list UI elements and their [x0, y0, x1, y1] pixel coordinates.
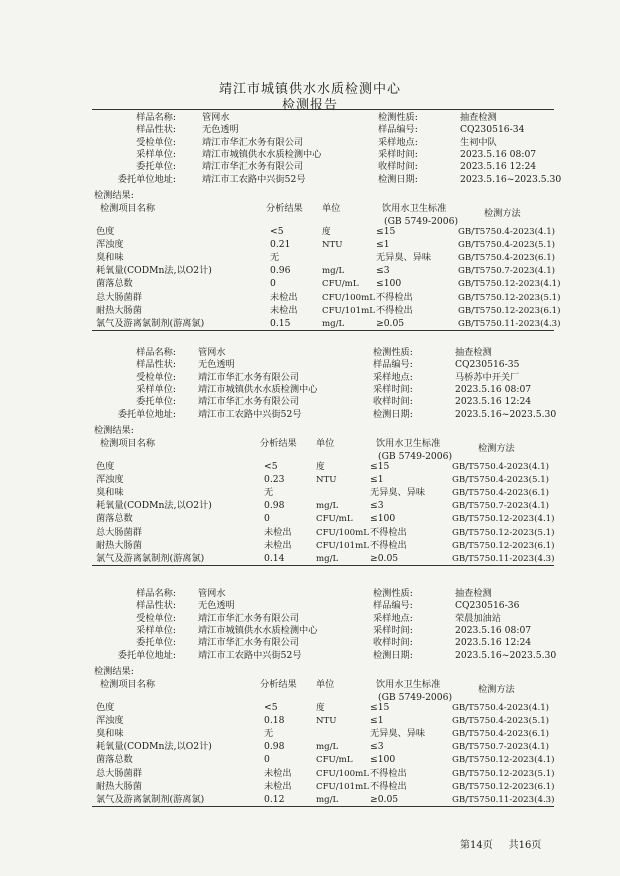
doc-title: 检测报告 — [281, 98, 338, 113]
label-sampling-location: 采样地点: — [373, 612, 413, 624]
item-name: 浑浊度 — [96, 473, 124, 485]
label-sample-status: 样品性状: — [136, 359, 176, 371]
label-client-unit: 委托单位: — [136, 396, 176, 408]
item-name: 浑浊度 — [96, 238, 124, 250]
client-address-value: 靖江市工农路中兴街52号 — [198, 408, 302, 420]
item-standard: ≤100 — [370, 512, 396, 524]
receive-time-value: 2023.5.16 12:24 — [455, 396, 532, 408]
item-result: 0.14 — [264, 552, 285, 564]
item-result: 0 — [264, 512, 270, 524]
item-unit: mg/L — [316, 553, 339, 564]
item-name: 总大肠菌群 — [96, 526, 142, 538]
item-standard: ≥0.05 — [376, 317, 405, 329]
item-standard: ≤1 — [370, 473, 384, 485]
col-result-header: 分析结果 — [266, 202, 303, 214]
item-method: GB/T5750.4-2023(6.1) — [452, 728, 550, 739]
label-sampling-unit: 采样单位: — [136, 624, 176, 636]
col-item-header: 检测项目名称 — [100, 678, 156, 690]
item-unit: NTU — [322, 239, 343, 250]
label-sampling-unit: 采样单位: — [136, 383, 176, 395]
item-result: 未检出 — [264, 539, 292, 551]
sampling-location-value: 生祠中队 — [460, 136, 497, 148]
col-method-header: 检测方法 — [484, 207, 521, 219]
item-standard: 不得检出 — [376, 304, 413, 316]
col-unit-header: 单位 — [322, 202, 341, 214]
top-rule — [92, 109, 554, 110]
sample-name-value: 管网水 — [198, 588, 226, 599]
sampling-unit-value: 靖江市城镇供水水质检测中心 — [202, 148, 322, 160]
label-test-date: 检测日期: — [373, 408, 413, 420]
sampling-unit-value: 靖江市城镇供水水质检测中心 — [198, 624, 318, 636]
col-method-header: 检测方法 — [478, 683, 515, 695]
item-method: GB/T5750.11-2023(4.3) — [452, 794, 555, 805]
item-standard: 无异臭、异味 — [376, 251, 432, 263]
label-sampling-location: 采样地点: — [378, 136, 418, 148]
item-name: 总大肠菌群 — [96, 291, 142, 303]
item-method: GB/T5750.4-2023(4.1) — [452, 461, 550, 472]
item-name: 氯气及游离氯制剂(游离氯) — [96, 552, 205, 564]
test-nature-value: 抽查检测 — [455, 588, 492, 599]
item-unit: NTU — [316, 474, 337, 485]
item-unit: CFU/101mL — [316, 540, 369, 551]
results-heading: 检测结果: — [94, 189, 134, 201]
label-sampling-time: 采样时间: — [378, 148, 418, 160]
item-method: GB/T5750.4-2023(6.1) — [458, 252, 556, 263]
label-inspected-unit: 受检单位: — [136, 136, 176, 148]
sampling-location-value: 马桥苏中开关厂 — [455, 371, 520, 383]
item-name: 耗氧量(CODMn法,以O2计) — [96, 740, 212, 752]
item-unit: mg/L — [316, 741, 339, 752]
item-name: 菌落总数 — [96, 512, 133, 524]
label-client-unit: 委托单位: — [136, 161, 176, 173]
receive-time-value: 2023.5.16 12:24 — [455, 637, 532, 649]
label-sampling-location: 采样地点: — [373, 371, 413, 383]
item-standard: ≤1 — [376, 238, 390, 250]
label-test-date: 检测日期: — [373, 649, 413, 661]
label-test-nature: 检测性质: — [373, 347, 413, 358]
item-name: 色度 — [96, 460, 115, 472]
col-standard-header: 饮用水卫生标准 — [376, 678, 441, 690]
label-test-nature: 检测性质: — [378, 112, 418, 123]
page-footer — [460, 836, 541, 851]
test-nature-value: 抽查检测 — [460, 112, 497, 123]
col-method-header: 检测方法 — [478, 442, 515, 454]
label-inspected-unit: 受检单位: — [136, 371, 176, 383]
item-result: 0.18 — [264, 714, 285, 726]
label-sample-no: 样品编号: — [378, 124, 418, 136]
label-sampling-time: 采样时间: — [373, 624, 413, 636]
item-result: 0.98 — [264, 499, 285, 511]
item-standard: 无异臭、异味 — [370, 486, 426, 498]
item-result: 0.12 — [264, 793, 285, 805]
item-unit: 度 — [322, 226, 331, 237]
item-method: GB/T5750.11-2023(4.3) — [458, 318, 561, 329]
item-standard: ≤1 — [370, 714, 384, 726]
item-standard: 不得检出 — [370, 526, 407, 538]
client-unit-value: 靖江市华汇水务有限公司 — [198, 637, 300, 649]
client-unit-value: 靖江市华汇水务有限公司 — [202, 161, 304, 173]
item-standard: ≤15 — [376, 225, 396, 237]
label-sample-name: 样品名称: — [136, 112, 176, 123]
item-result: 0.15 — [270, 317, 291, 329]
sample-status-value: 无色透明 — [198, 600, 235, 612]
results-heading: 检测结果: — [94, 665, 134, 677]
col-result-header: 分析结果 — [260, 678, 297, 690]
item-result: 未检出 — [270, 304, 298, 316]
test-date-value: 2023.5.16~2023.5.30 — [460, 173, 562, 185]
col-item-header: 检测项目名称 — [100, 202, 156, 214]
inspected-unit-value: 靖江市华汇水务有限公司 — [202, 136, 304, 148]
item-standard: 不得检出 — [376, 291, 413, 303]
label-sample-no: 样品编号: — [373, 359, 413, 371]
item-unit: 度 — [316, 702, 325, 713]
sample-name-value: 管网水 — [202, 112, 230, 123]
col-standard-header: 饮用水卫生标准 — [382, 202, 447, 214]
item-name: 色度 — [96, 701, 115, 713]
item-unit: CFU/100mL — [322, 292, 375, 303]
item-method: GB/T5750.12-2023(5.1) — [452, 768, 555, 779]
item-result: 0 — [270, 277, 276, 289]
label-sample-name: 样品名称: — [136, 588, 176, 599]
test-nature-value: 抽查检测 — [455, 347, 492, 358]
item-method: GB/T5750.12-2023(6.1) — [458, 305, 561, 316]
item-method: GB/T5750.7-2023(4.1) — [452, 500, 550, 511]
sample-status-value: 无色透明 — [202, 124, 239, 136]
page-total: 共16页 — [508, 840, 542, 851]
item-unit: CFU/101mL — [316, 781, 369, 792]
test-date-value: 2023.5.16~2023.5.30 — [455, 408, 557, 420]
sampling-time-value: 2023.5.16 08:07 — [460, 148, 537, 160]
item-name: 耐热大肠菌 — [96, 780, 142, 792]
item-result: 无 — [264, 486, 274, 498]
item-unit: NTU — [316, 715, 337, 726]
label-sampling-unit: 采样单位: — [136, 148, 176, 160]
item-result: 0 — [264, 753, 270, 765]
label-receive-time: 收样时间: — [378, 161, 418, 173]
item-result: 无 — [264, 727, 274, 739]
page-number: 第14页 — [460, 840, 493, 851]
sampling-time-value: 2023.5.16 08:07 — [455, 383, 532, 395]
item-name: 总大肠菌群 — [96, 767, 142, 779]
item-unit: CFU/mL — [322, 278, 359, 289]
label-client-address: 委托单位地址: — [117, 173, 176, 185]
item-method: GB/T5750.12-2023(5.1) — [452, 527, 555, 538]
item-method: GB/T5750.12-2023(4.1) — [452, 754, 555, 765]
item-result: <5 — [270, 225, 284, 237]
sample-status-value: 无色透明 — [198, 359, 235, 371]
item-method: GB/T5750.12-2023(5.1) — [458, 292, 561, 303]
item-name: 菌落总数 — [96, 753, 133, 765]
item-standard: ≤3 — [370, 499, 384, 511]
item-name: 氯气及游离氯制剂(游离氯) — [96, 317, 205, 329]
item-result: 无 — [270, 251, 280, 263]
item-standard: 不得检出 — [370, 780, 407, 792]
sample-no-value: CQ230516-35 — [455, 359, 520, 371]
item-method: GB/T5750.7-2023(4.1) — [458, 265, 556, 276]
item-method: GB/T5750.4-2023(5.1) — [458, 239, 556, 250]
item-name: 浑浊度 — [96, 714, 124, 726]
item-name: 菌落总数 — [96, 277, 133, 289]
item-result: 0.23 — [264, 473, 285, 485]
label-sample-status: 样品性状: — [136, 600, 176, 612]
label-client-address: 委托单位地址: — [117, 649, 176, 661]
item-method: GB/T5750.4-2023(6.1) — [452, 487, 550, 498]
item-name: 耐热大肠菌 — [96, 304, 142, 316]
item-name: 耐热大肠菌 — [96, 539, 142, 551]
item-result: 未检出 — [270, 291, 298, 303]
item-unit: 度 — [316, 461, 325, 472]
item-result: 未检出 — [264, 767, 292, 779]
inspected-unit-value: 靖江市华汇水务有限公司 — [198, 612, 300, 624]
item-standard: ≤15 — [370, 460, 390, 472]
sample-no-value: CQ230516-36 — [455, 600, 520, 612]
item-unit: CFU/100mL — [316, 768, 369, 779]
item-standard: ≤3 — [370, 740, 384, 752]
sampling-unit-value: 靖江市城镇供水水质检测中心 — [198, 383, 318, 395]
label-test-nature: 检测性质: — [373, 588, 413, 599]
item-method: GB/T5750.12-2023(6.1) — [452, 781, 555, 792]
item-name: 臭和味 — [96, 727, 124, 739]
item-unit: CFU/mL — [316, 754, 353, 765]
item-result: 0.98 — [264, 740, 285, 752]
item-standard: ≤3 — [376, 264, 390, 276]
label-client-unit: 委托单位: — [136, 637, 176, 649]
label-test-date: 检测日期: — [378, 173, 418, 185]
col-unit-header: 单位 — [316, 678, 335, 690]
col-standard2-header: (GB 5749-2006) — [378, 691, 453, 703]
client-address-value: 靖江市工农路中兴街52号 — [198, 649, 302, 661]
col-standard2-header: (GB 5749-2006) — [378, 450, 453, 462]
item-unit: CFU/mL — [316, 513, 353, 524]
item-name: 耗氧量(CODMn法,以O2计) — [96, 499, 212, 511]
test-date-value: 2023.5.16~2023.5.30 — [455, 649, 557, 661]
item-standard: 不得检出 — [370, 767, 407, 779]
item-result: <5 — [264, 460, 278, 472]
item-method: GB/T5750.7-2023(4.1) — [452, 741, 550, 752]
item-method: GB/T5750.4-2023(5.1) — [452, 715, 550, 726]
item-method: GB/T5750.4-2023(4.1) — [452, 702, 550, 713]
label-sample-status: 样品性状: — [136, 124, 176, 136]
col-unit-header: 单位 — [316, 437, 335, 449]
item-standard: ≥0.05 — [370, 793, 399, 805]
item-standard: 不得检出 — [370, 539, 407, 551]
label-receive-time: 收样时间: — [373, 396, 413, 408]
client-address-value: 靖江市工农路中兴街52号 — [202, 173, 306, 185]
section-rule — [92, 330, 554, 331]
col-result-header: 分析结果 — [260, 437, 297, 449]
item-standard: ≤15 — [370, 701, 390, 713]
sample-name-value: 管网水 — [198, 347, 226, 358]
client-unit-value: 靖江市华汇水务有限公司 — [198, 396, 300, 408]
sampling-location-value: 荣晨加油站 — [455, 612, 501, 624]
item-method: GB/T5750.12-2023(4.1) — [458, 278, 561, 289]
item-method: GB/T5750.12-2023(4.1) — [452, 513, 555, 524]
item-standard: ≤100 — [376, 277, 402, 289]
item-name: 臭和味 — [96, 251, 124, 263]
item-standard: ≥0.05 — [370, 552, 399, 564]
sample-no-value: CQ230516-34 — [460, 124, 525, 136]
item-result: <5 — [264, 701, 278, 713]
col-standard2-header: (GB 5749-2006) — [384, 215, 459, 227]
item-standard: ≤100 — [370, 753, 396, 765]
section-rule — [92, 806, 554, 807]
item-name: 臭和味 — [96, 486, 124, 498]
col-standard-header: 饮用水卫生标准 — [376, 437, 441, 449]
item-method: GB/T5750.4-2023(5.1) — [452, 474, 550, 485]
item-method: GB/T5750.12-2023(6.1) — [452, 540, 555, 551]
org-title: 靖江市城镇供水水质检测中心 — [218, 82, 401, 97]
item-unit: mg/L — [316, 500, 339, 511]
item-result: 0.96 — [270, 264, 291, 276]
item-unit: CFU/100mL — [316, 527, 369, 538]
label-sampling-time: 采样时间: — [373, 383, 413, 395]
label-receive-time: 收样时间: — [373, 637, 413, 649]
inspected-unit-value: 靖江市华汇水务有限公司 — [198, 371, 300, 383]
col-item-header: 检测项目名称 — [100, 437, 156, 449]
label-sample-no: 样品编号: — [373, 600, 413, 612]
item-result: 未检出 — [264, 526, 292, 538]
item-name: 耗氧量(CODMn法,以O2计) — [96, 264, 212, 276]
item-result: 未检出 — [264, 780, 292, 792]
section-rule — [92, 565, 554, 566]
item-unit: mg/L — [316, 794, 339, 805]
label-sample-name: 样品名称: — [136, 347, 176, 358]
item-unit: mg/L — [322, 265, 345, 276]
item-method: GB/T5750.11-2023(4.3) — [452, 553, 555, 564]
label-client-address: 委托单位地址: — [117, 408, 176, 420]
item-result: 0.21 — [270, 238, 291, 250]
item-standard: 无异臭、异味 — [370, 727, 426, 739]
item-name: 色度 — [96, 225, 115, 237]
receive-time-value: 2023.5.16 12:24 — [460, 161, 537, 173]
item-unit: mg/L — [322, 318, 345, 329]
item-unit: CFU/101mL — [322, 305, 375, 316]
sampling-time-value: 2023.5.16 08:07 — [455, 624, 532, 636]
label-inspected-unit: 受检单位: — [136, 612, 176, 624]
item-name: 氯气及游离氯制剂(游离氯) — [96, 793, 205, 805]
item-method: GB/T5750.4-2023(4.1) — [458, 226, 556, 237]
results-heading: 检测结果: — [94, 424, 134, 436]
